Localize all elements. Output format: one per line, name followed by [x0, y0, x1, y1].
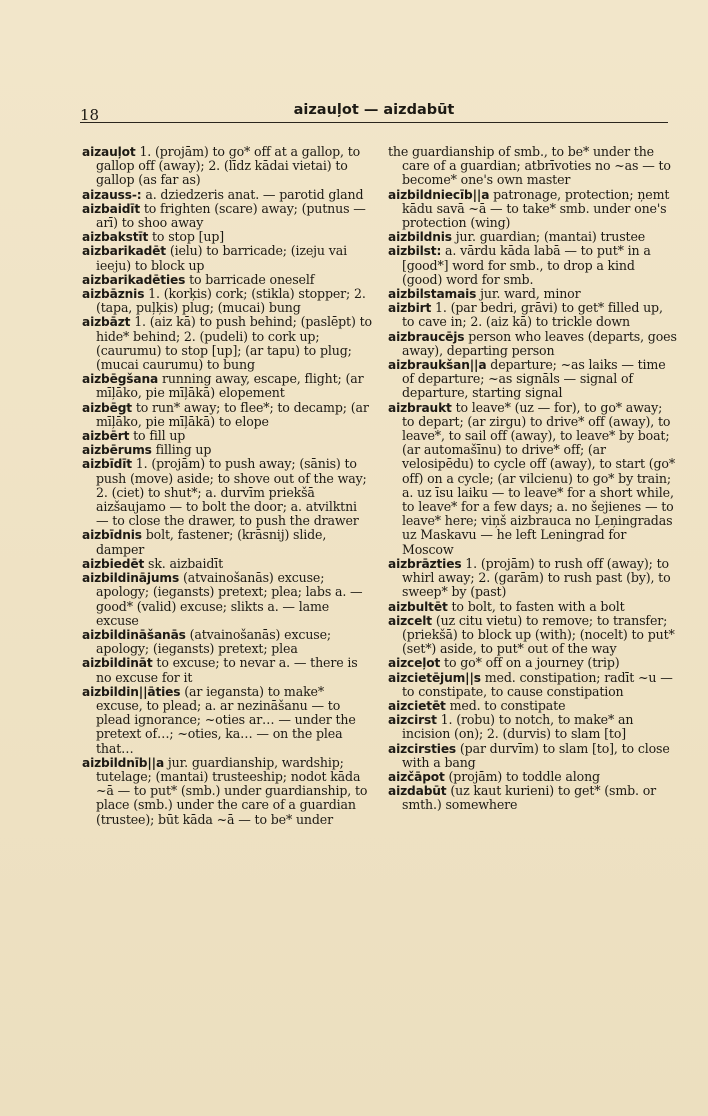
entry-definition: the guardianship of smb., to be* under the care of a guardian; atbrīvoties no ~as — to become* one's own master: [388, 144, 671, 188]
entry-headword: aizbultēt: [388, 599, 448, 614]
entry-definition: (uz kaut kurieni) to get* (smb. or smth.) somewhere: [402, 783, 657, 813]
entry-definition: med. constipation; radīt ~u — to constipate, to cause constipation: [402, 669, 673, 699]
dictionary-entry: [82, 244, 372, 272]
dictionary-entry: [388, 742, 678, 770]
dictionary-entry: [82, 401, 372, 429]
entry-definition: departure; ~as laiks — time of departure; ~as signāls — signal of departure, starting signal: [402, 357, 666, 401]
dictionary-entry: [82, 145, 372, 188]
entry-headword: aizcirsties: [388, 741, 457, 756]
entry-definition: a. vārdu kāda labā — to put* in a [good*] word for smb., to drop a kind (good) word for smb.: [402, 243, 651, 287]
entry-headword: aizbrāzties: [388, 556, 462, 571]
entry-definition: to barricade oneself: [189, 271, 315, 287]
entry-definition: to run* away; to flee*; to decamp; (ar mīļāko, pie mīļākā) to elope: [96, 399, 369, 429]
running-head: aizauļot — aizdabūt: [293, 102, 455, 118]
dictionary-entry: [82, 287, 372, 315]
dictionary-entry: [82, 273, 372, 287]
entry-definition: (atvainošanās) excuse; apology; (iegansts) pretext; plea; labs a. — good* (valid) excuse; slikts a. — lame excuse: [96, 570, 363, 628]
dictionary-entry: [82, 443, 372, 457]
right-column: [388, 145, 678, 813]
entry-headword: aizcietēt: [388, 698, 446, 713]
entry-headword: aizbildnis: [388, 230, 452, 245]
entry-definition: filling up: [155, 442, 212, 458]
dictionary-entry: [388, 145, 678, 188]
dictionary-entry: [388, 557, 678, 600]
entry-definition: (par durvīm) to slam [to], to close with a bang: [402, 740, 670, 770]
entry-definition: patronage, protection; ņemt kādu savā ~ā — to take* smb. under one's protection (wing): [402, 186, 670, 231]
dictionary-entry: [82, 202, 372, 230]
entry-headword: aizbāzt: [82, 315, 131, 330]
dictionary-entry: [388, 671, 678, 699]
entry-definition: to leave* (uz — for), to go* away; to depart; (ar zirgu) to drive* off (away), to leave*, to sail off (away), to leave* by boat; (ar automašīnu) to drive* off; (ar velosipēdu) to cycle off (away), to start (go* off) on a cycle; (ar vilcienu) to go* by train; a. uz īsu laiku — to leave* for a short while, to leave* for a few days; a. no šejienes — to leave* here; viņš aizbrauca no Ļeņingradas uz Maskavu — he left Leningrad for Moscow: [402, 399, 675, 557]
dictionary-entry: [82, 429, 372, 443]
entry-headword: aizbildinājums: [82, 571, 180, 586]
entry-definition: jur. guardian; (mantai) trustee: [455, 229, 646, 245]
dictionary-entry: [388, 287, 678, 301]
entry-definition: 1. (aiz kā) to push behind; (paslēpt) to hide* behind; 2. (pudeli) to cork up; (caurumu) to stop [up]; (ar tapu) to plug; (mucai caurumu) to bung: [96, 314, 372, 373]
dictionary-entry: [388, 600, 678, 614]
dictionary-entry: [82, 528, 372, 556]
page-number: 18: [80, 106, 100, 124]
dictionary-entry: [388, 770, 678, 784]
entry-definition: 1. (projām) to push away; (sānis) to push (move) aside; to shove out of the way; 2. (ciet) to shut*; a. durvīm priekšā aizšaujamo — to bolt the door; a. atvilktni — to close the drawer, to push the drawer: [96, 456, 367, 529]
page-header: [80, 100, 668, 122]
entry-definition: med. to constipate: [449, 697, 566, 713]
entry-headword: aizbīdīt: [82, 457, 132, 472]
dictionary-entry: [388, 230, 678, 244]
dictionary-entry: [388, 656, 678, 670]
entry-definition: 1. (projām) to rush off (away); to whirl away; 2. (garām) to rush past (by), to sweep* by (past): [402, 555, 671, 600]
dictionary-entry: [82, 756, 372, 827]
dictionary-entry: [388, 699, 678, 713]
entry-definition: (atvainošanās) excuse; apology; (iegansts) pretext; plea: [96, 626, 331, 657]
dictionary-entry: [82, 628, 372, 656]
entry-definition: to fill up: [133, 428, 186, 444]
entry-definition: to excuse; to nevar a. — there is no excuse for it: [96, 655, 358, 685]
entry-headword: aizbakstīt: [82, 230, 149, 245]
entry-definition: sk. aizbaidīt: [148, 555, 224, 571]
entry-definition: 1. (projām) to go* off at a gallop, to gallop off (away); 2. (līdz kādai vietai) to gallop (as far as): [96, 144, 361, 188]
entry-headword: aizbērums: [82, 443, 152, 458]
entry-headword: aizbildnīb||a: [82, 755, 165, 770]
entry-definition: to frighten (scare) away; (putnus — arī) to shoo away: [96, 200, 366, 231]
entry-headword: aizbaidīt: [82, 201, 140, 216]
entry-headword: aizbraukšan||a: [388, 358, 487, 373]
dictionary-entry: [388, 188, 678, 231]
entry-definition: 1. (robu) to notch, to make* an incision (on); 2. (durvis) to slam [to]: [402, 712, 634, 742]
entry-headword: aizbēgt: [82, 400, 132, 415]
entry-headword: aizbarikadēties: [82, 272, 186, 287]
entry-definition: 1. (korķis) cork; (stikla) stopper; 2. (tapa, puļķis) plug; (mucai) bung: [96, 286, 366, 316]
dictionary-entry: [82, 571, 372, 628]
header-rule: [80, 122, 668, 123]
dictionary-entry: [388, 713, 678, 741]
entry-headword: aizcirst: [388, 713, 437, 728]
dictionary-entry: [388, 784, 678, 812]
entry-headword: aizbēgšana: [82, 372, 159, 387]
entry-headword: aizčāpot: [388, 769, 445, 784]
entry-definition: person who leaves (departs, goes away), departing person: [402, 328, 677, 358]
entry-headword: aizauļot: [82, 145, 136, 159]
entry-headword: aizcietējum||s: [388, 670, 481, 685]
entry-headword: aizbildināt: [82, 656, 153, 671]
dictionary-entry: [388, 244, 678, 287]
entry-definition: a. dziedzeris anat. — parotid gland: [145, 186, 364, 202]
entry-definition: to bolt, to fasten with a bolt: [451, 598, 625, 614]
entry-headword: aizbraucējs: [388, 329, 465, 344]
entry-headword: aizdabūt: [388, 784, 447, 799]
entry-headword: aizbērt: [82, 429, 130, 444]
dictionary-entry: [82, 188, 372, 202]
dictionary-entry: [388, 401, 678, 557]
entry-headword: aizbīdnis: [82, 528, 142, 543]
dictionary-entry: [82, 557, 372, 571]
dictionary-entry: [388, 330, 678, 358]
dictionary-entry: [82, 315, 372, 372]
dictionary-entry: [388, 358, 678, 401]
entry-definition: bolt, fastener; (krāsnij) slide, damper: [96, 527, 327, 557]
entry-definition: jur. ward, minor: [480, 286, 581, 302]
entry-definition: 1. (par bedri, grāvi) to get* filled up, to cave in; 2. (aiz kā) to trickle down: [402, 300, 663, 330]
entry-headword: aizbilstamais: [388, 287, 477, 302]
entry-headword: aizauss-:: [82, 187, 142, 202]
entry-definition: running away, escape, flight; (ar mīļāko, pie mīļākā) elopement: [96, 371, 364, 401]
entry-headword: aizbildin||āties: [82, 684, 181, 699]
dictionary-entry: [388, 301, 678, 329]
entry-definition: (ielu) to barricade; (izeju vai ieeju) to block up: [96, 243, 347, 273]
entry-definition: jur. guardianship, wardship; tutelage; (mantai) trusteeship; nodot kāda ~ā — to put* (smb.) under guardianship, to place (smb.) under the care of a guardian (trustee); būt kāda ~ā — to be* under: [96, 754, 368, 827]
entry-headword: aizbildniecīb||a: [388, 187, 490, 202]
left-column: [82, 145, 372, 827]
entry-headword: aizceļot: [388, 656, 441, 671]
dictionary-entry: [82, 457, 372, 528]
dictionary-entry: [82, 372, 372, 400]
entry-headword: aizbiedēt: [82, 556, 145, 571]
entry-definition: to go* off on a journey (trip): [444, 655, 620, 671]
dictionary-entry: [388, 614, 678, 657]
entry-headword: aizbraukt: [388, 400, 452, 415]
dictionary-entry: [82, 656, 372, 684]
dictionary-entry: [82, 685, 372, 756]
entry-headword: aizbirt: [388, 301, 432, 316]
entry-definition: (uz citu vietu) to remove; to transfer; (priekšā) to block up (with); (nocelt) to put* (set*) aside, to put* out of the way: [402, 612, 675, 657]
entry-headword: aizbilst:: [388, 244, 442, 259]
entry-definition: (projām) to toddle along: [448, 768, 600, 784]
entry-headword: aizcelt: [388, 613, 432, 628]
entry-definition: to stop [up]: [152, 229, 225, 245]
entry-headword: aizbildināšanās: [82, 627, 186, 642]
entry-headword: aizbarikadēt: [82, 244, 166, 259]
entry-headword: aizbāznis: [82, 287, 145, 302]
dictionary-entry: [82, 230, 372, 244]
entry-definition: (ar iegansta) to make* excuse, to plead; a. ar nezināšanu — to plead ignorance; ~oties ar… — under the pretext of…; ~oties, ka… — on the plea that…: [96, 683, 356, 756]
